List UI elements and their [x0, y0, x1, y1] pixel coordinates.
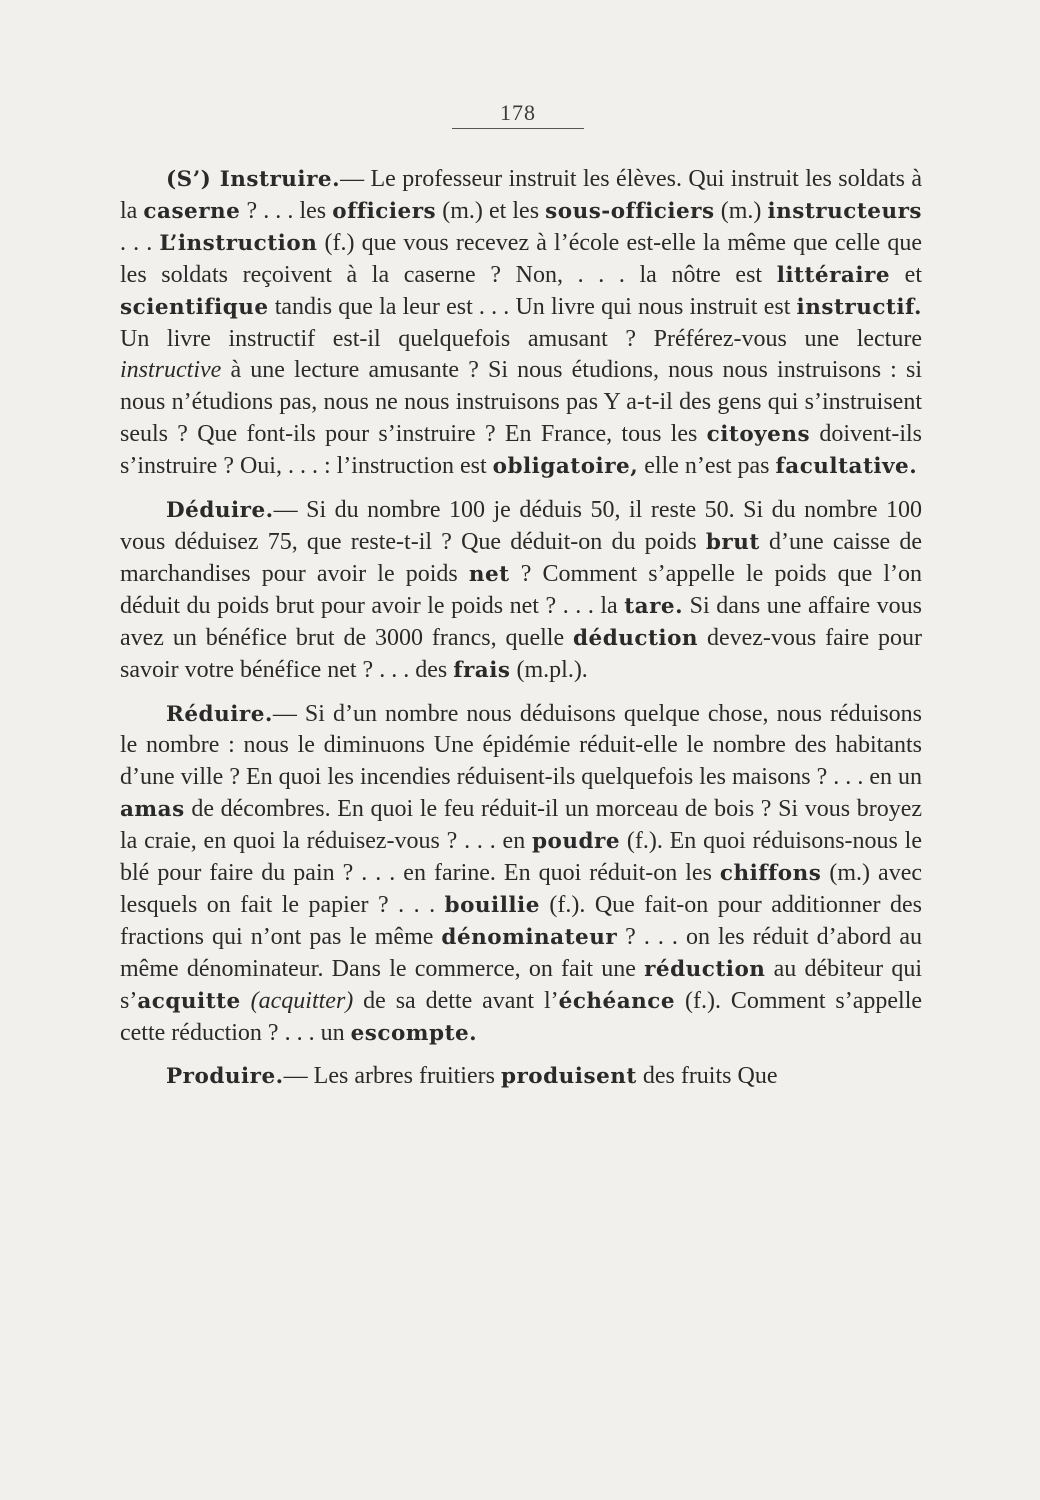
bold-term: (S’) Instruire.: [166, 167, 341, 192]
text-run: — Si d’un nombre nous déduisons quelque chose, nous réduisons le nombre : nous le diminuons Une épidémie réduit-elle le nombre des habitants d’une ville ? En quoi les incendies réduisent-ils quelquefois les maisons ? . . . en un: [120, 700, 922, 791]
bold-term: bouillie: [444, 892, 540, 918]
bold-term: frais: [453, 657, 511, 683]
bold-term: L’instruction: [159, 230, 318, 256]
bold-term: sous-officiers: [545, 198, 715, 224]
text-run: elle n’est pas: [638, 453, 776, 480]
paragraph-produire: [120, 1061, 922, 1093]
text-run: des fruits Que: [636, 1063, 778, 1090]
text-run: d’une caisse de marchandises pour avoir le poids: [120, 528, 922, 587]
bold-term: chiffons: [719, 861, 822, 887]
bold-term: citoyens: [706, 422, 811, 448]
italic-term: (acquitter): [250, 987, 354, 1014]
text-run: à une lecture amusante ? Si nous étudions, nous nous instruisons : si nous n’étudions pas, nous ne nous instruisons pas Y a-t-il des gens qui s’instruisent seuls ? Que font-ils pour s’instruire ? En France, tous les: [120, 357, 922, 448]
body-text: [120, 164, 922, 1093]
text-run: ? . . . les: [240, 197, 333, 224]
text-run: et: [890, 261, 922, 288]
text-run: (f.) que vous recevez à l’école est-elle la même que celle que les soldats reçoivent à la caserne ? Non, . . . la nôtre est: [120, 229, 923, 288]
bold-term: déduction: [573, 625, 699, 651]
bold-term: amas: [120, 797, 185, 823]
text-run: Si dans une affaire vous avez un bénéfice brut de 3000 francs, quelle: [120, 592, 922, 651]
header-rule: [452, 128, 584, 129]
bold-term: instructeurs: [767, 198, 923, 224]
italic-term: instructive: [120, 357, 222, 384]
bold-term: brut: [705, 529, 760, 555]
bold-term: produisent: [500, 1064, 637, 1090]
text-run: de décombres. En quoi le feu réduit-il un morceau de bois ? Si vous broyez la craie, en quoi la réduisez-vous ? . . . en: [120, 796, 922, 855]
text-run: (f.). Comment s’appelle cette réduction ? . . . un: [120, 987, 923, 1046]
text-run: . . .: [120, 229, 160, 256]
text-run: (m.) avec lesquels on fait le papier ? . . .: [120, 860, 923, 918]
bold-term: net: [468, 561, 510, 587]
text-run: de sa dette avant l’: [353, 987, 559, 1014]
bold-term: poudre: [532, 829, 621, 855]
bold-term: tare.: [624, 593, 684, 619]
bold-term: Réduire.: [166, 701, 273, 727]
text-run: — Si du nombre 100 je déduis 50, il reste 50. Si du nombre 100 vous déduisez 75, que reste-t-il ? Que déduit-on du poids: [120, 497, 922, 555]
bold-term: scientifique: [120, 294, 269, 320]
text-run: (m.): [714, 197, 768, 224]
text-run: — Le professeur instruit les élèves. Qui instruit les soldats à la: [120, 166, 923, 224]
text-run: (m.pl.).: [510, 656, 588, 683]
bold-term: escompte.: [350, 1020, 478, 1046]
text-run: — Les arbres fruitiers: [283, 1063, 501, 1090]
text-run: ? . . . on les réduit d’abord au même dénominateur. Dans le commerce, on fait une: [120, 923, 922, 982]
paragraph-instruire: [120, 164, 922, 483]
paragraph-reduire: [120, 699, 922, 1050]
text-run: devez-vous faire pour savoir votre bénéfice net ? . . . des: [120, 624, 922, 683]
bold-term: officiers: [332, 198, 437, 224]
text-run: (f.). Que fait-on pour additionner des fractions qui n’ont pas le même: [120, 891, 922, 950]
text-run: ? Comment s’appelle le poids que l’on déduit du poids brut pour avoir le poids net ? . . . la: [120, 560, 922, 619]
bold-term: littéraire: [776, 262, 891, 288]
bold-term: instructif.: [796, 294, 922, 320]
text-run: [241, 988, 251, 1014]
bold-term: facultative.: [775, 454, 918, 480]
page-number: 178: [500, 100, 536, 125]
bold-term: caserne: [143, 198, 241, 224]
bold-term: obligatoire,: [492, 454, 639, 480]
text-run: doivent-ils s’instruire ? Oui, . . . : l’instruction est: [120, 421, 923, 480]
bold-term: dénominateur: [441, 924, 618, 950]
bold-term: Produire.: [166, 1064, 284, 1090]
text-run: (m.) et les: [436, 197, 546, 224]
bold-term: Déduire.: [166, 498, 274, 524]
text-run: au débiteur qui s’: [120, 955, 923, 1014]
bold-term: échéance: [558, 988, 676, 1014]
text-run: tandis que la leur est . . . Un livre qui nous instruit est: [268, 293, 797, 320]
bold-term: acquitte: [137, 988, 241, 1014]
text-run: Un livre instructif est-il quelquefois amusant ? Préférez-vous une lecture: [120, 325, 922, 352]
bold-term: réduction: [644, 956, 766, 982]
paragraph-deduire: [120, 495, 922, 686]
text-run: (f.). En quoi réduisons-nous le blé pour faire du pain ? . . . en farine. En quoi réduit-on les: [120, 828, 923, 887]
